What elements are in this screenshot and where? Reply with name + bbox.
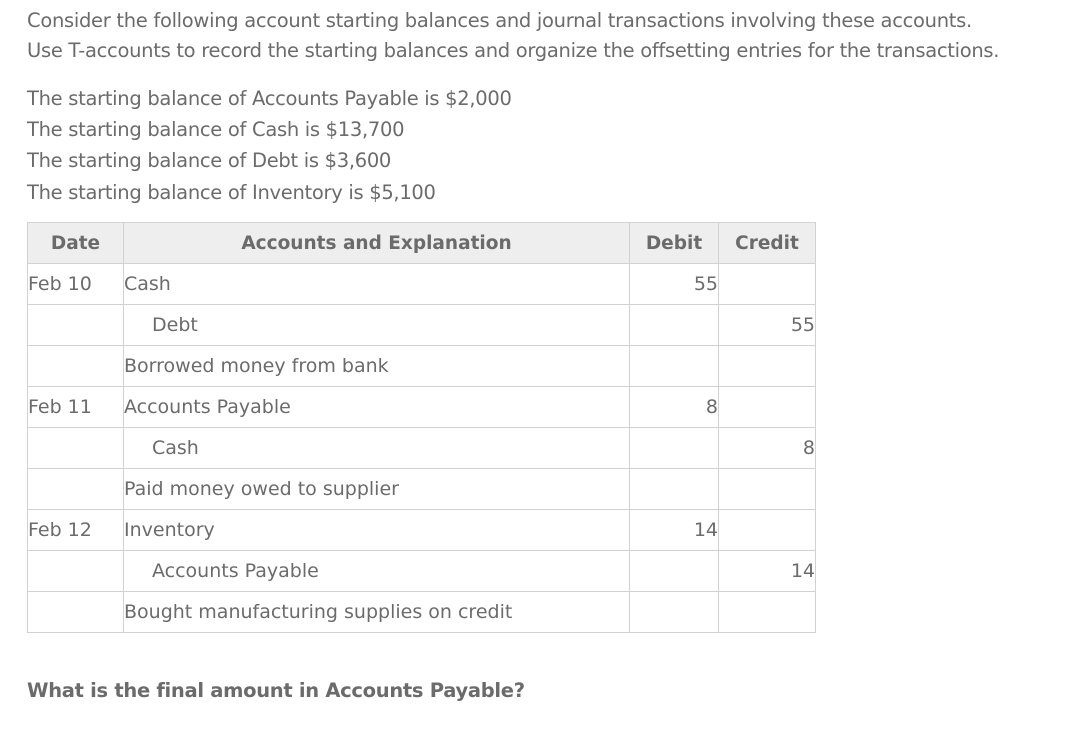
- row-account: Accounts Payable: [124, 387, 630, 428]
- row-date: [28, 551, 124, 592]
- row-date: [28, 346, 124, 387]
- row-credit: [719, 264, 816, 305]
- table-row: [28, 469, 816, 510]
- starting-balances: [27, 83, 512, 208]
- table-row: [28, 551, 816, 592]
- table-row: [28, 264, 816, 305]
- table-row: [28, 346, 816, 387]
- row-explanation: Borrowed money from bank: [124, 346, 630, 387]
- table-row: [28, 428, 816, 469]
- row-credit: [719, 469, 816, 510]
- intro-line-1: Consider the following account starting balances and journal transactions involving these accounts.: [27, 9, 972, 32]
- row-credit: [719, 387, 816, 428]
- row-date: Feb 10: [28, 264, 124, 305]
- row-credit: [719, 592, 816, 633]
- table-row: [28, 592, 816, 633]
- row-debit: [630, 469, 719, 510]
- table-header-row: [28, 223, 816, 264]
- row-debit: [630, 346, 719, 387]
- row-account: Accounts Payable: [124, 551, 630, 592]
- row-debit: 55: [630, 264, 719, 305]
- table-row: [28, 305, 816, 346]
- balance-cash: The starting balance of Cash is $13,700: [27, 118, 405, 142]
- row-explanation: Paid money owed to supplier: [124, 469, 630, 510]
- balance-debt: The starting balance of Debt is $3,600: [27, 149, 392, 173]
- row-account: Cash: [124, 264, 630, 305]
- row-explanation: Bought manufacturing supplies on credit: [124, 592, 630, 633]
- row-date: Feb 12: [28, 510, 124, 551]
- row-credit: 8: [719, 428, 816, 469]
- row-date: [28, 428, 124, 469]
- row-account: Cash: [124, 428, 630, 469]
- row-account: Debt: [124, 305, 630, 346]
- balance-inventory: The starting balance of Inventory is $5,100: [27, 180, 436, 204]
- row-date: [28, 469, 124, 510]
- row-debit: [630, 428, 719, 469]
- journal-table: [27, 222, 816, 633]
- row-credit: [719, 346, 816, 387]
- row-credit: 14: [719, 551, 816, 592]
- table-row: [28, 387, 816, 428]
- header-credit: Credit: [719, 223, 816, 264]
- row-credit: 55: [719, 305, 816, 346]
- row-debit: 8: [630, 387, 719, 428]
- intro-line-2: Use T-accounts to record the starting balances and organize the offsetting entries for the transactions.: [27, 39, 1000, 62]
- row-account: Inventory: [124, 510, 630, 551]
- row-debit: 14: [630, 510, 719, 551]
- intro-text: [27, 6, 999, 66]
- row-date: Feb 11: [28, 387, 124, 428]
- row-debit: [630, 551, 719, 592]
- row-debit: [630, 592, 719, 633]
- row-date: [28, 305, 124, 346]
- row-date: [28, 592, 124, 633]
- header-accounts: Accounts and Explanation: [124, 223, 630, 264]
- row-debit: [630, 305, 719, 346]
- table-row: [28, 510, 816, 551]
- row-credit: [719, 510, 816, 551]
- balance-accounts-payable: The starting balance of Accounts Payable is $2,000: [27, 87, 512, 110]
- header-debit: Debit: [630, 223, 719, 264]
- question-text: What is the final amount in Accounts Payable?: [27, 679, 525, 702]
- header-date: Date: [28, 223, 124, 264]
